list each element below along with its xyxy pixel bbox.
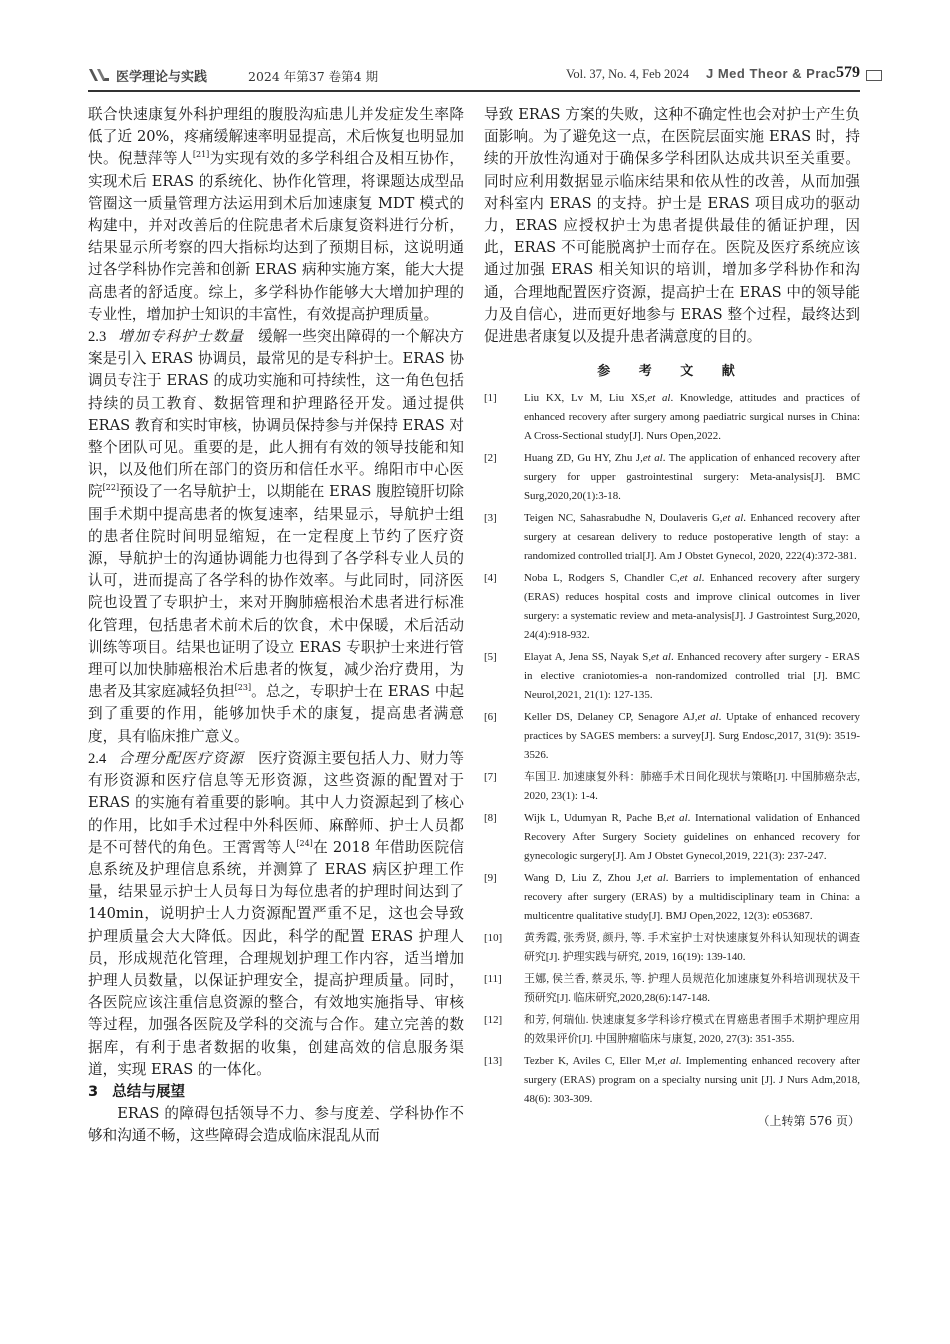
section-2-3: 2.3 增加专科护士数量 缓解一些突出障碍的一个解决方案是引入 ERAS 协调员，最常见的是专科护士。ERAS 协调员专注于 ERAS 的成功实施和可持续性，这一角色包括持续的员工教育、数据管理和护理路径开发。通过提供 ERAS 教育和实时审核，协调员保持参与并保持 ERAS 对整个团队可见。重要的是，此人拥有有效的领导技能和知识，以及他们所在部门的资历和信任水平。绵阳市中心医院[22]预设了一名导航护士，以期能在 ERAS 腹腔镜肝切除围手术期中提高患者的恢复速率，结果显示，导航护士组的患者住院时间明显缩短，在一定程度上节约了医疗资源，导航护士的沟通协调能力也得到了各学科专业人员的认可，进而提高了各学科的协作效率。与此同时，同济医院也设置了专职护士，来对开胸肺癌根治术患者进行标准化管理，包括患者术前术后的饮食，术中保暖，术后活动训练等项目。结果也证明了设立 ERAS 专职护士来进行管理可以加快肺癌根治术后患者的恢复，减少治疗费用，为患者及其家庭减轻负担[23]。总之，专职护士在 ERAS 中起到了重要的作用，能够加快手术的康复，提高患者满意度，具有临床推广意义。 bbox=[88, 328, 464, 745]
continued-note: （上转第 576 页） bbox=[757, 1114, 860, 1129]
reference-item: [1] Liu KX, Lv M, Liu XS,et al. Knowledge, attitudes and practices of enhanced recovery after surgery among paediatric surgical nurses in China: A Cross-Sectional study[J]. Nurs Open,2022. bbox=[484, 392, 861, 443]
reference-item: [12] 和芳, 何瑞仙. 快速康复多学科诊疗模式在胃癌患者围手术期护理应用的效果评价[J]. 中国肿瘤临床与康复, 2020, 27(3): 351-355. bbox=[484, 1014, 860, 1046]
reference-item: [7] 车国卫. 加速康复外科：肺癌手术日间化现状与策略[J]. 中国肺癌杂志, 2020, 23(1): 1-4. bbox=[484, 771, 860, 803]
paragraph-conclusion: 导致 ERAS 方案的失败，这种不确定性也会对护士产生负面影响。为了避免这一点，在医院层面实施 ERAS 时，持续的开放性沟通对于确保多学科团队达成共识至关重要。同时应利用数据显示临床结果和依从性的改善，从而加强对科室内 ERAS 的支持。护士是 ERAS 项目成功的驱动力，ERAS 应授权护士为患者提供最佳的循证护理，因此，ERAS 不可能脱离护士而存在。医院及医疗系统应该通过加强 ERAS 相关知识的培训，增加多学科协作和沟通，合理地配置医疗资源，提高护士在 ERAS 中的领导能力及自信心，进而更好地参与 ERAS 整个过程，最终达到促进患者康复以及提升患者满意度的目的。 bbox=[484, 106, 860, 346]
citation-22: [22] bbox=[102, 483, 120, 493]
section-number: 2.4 bbox=[88, 750, 107, 767]
citation-23: [23] bbox=[234, 683, 252, 693]
header-rule bbox=[88, 90, 860, 92]
section-3-paragraph: ERAS 的障碍包括领导不力、参与度差、学科协作不够和沟通不畅，这些障碍会造成临床混乱从而 bbox=[88, 1105, 464, 1145]
reference-item: [8] Wijk L, Udumyan R, Pache B,et al. International validation of Enhanced Recovery After Surgery Society guidelines on enhanced recovery for gynecologic surgery[J]. Am J Obstet Gynecol,2019, 221(3): 237-247. bbox=[484, 812, 860, 863]
reference-item: [13] Tezber K, Aviles C, Eller M,et al. Implementing enhanced recovery after surgery (ERAS) program on a specialty nursing unit [J]. J Nurs Adm,2018, 48(6): 303-309. bbox=[484, 1055, 860, 1106]
right-column bbox=[484, 104, 860, 1129]
page-number: 579 bbox=[836, 64, 860, 81]
references-heading: 参 考 文 献 bbox=[597, 364, 747, 380]
journal-abbreviation: J Med Theor & Prac bbox=[706, 66, 837, 81]
reference-item: [11] 王娜, 侯兰香, 蔡灵乐, 等. 护理人员规范化加速康复外科培训现状及干预研究[J]. 临床研究,2020,28(6):147-148. bbox=[484, 973, 860, 1005]
left-column bbox=[88, 104, 464, 1148]
reference-item: [6] Keller DS, Delaney CP, Senagore AJ,et al. Uptake of enhanced recovery practices by SAGES members: a survey[J]. Surg Endosc,2017, 31(9): 3519-3526. bbox=[484, 711, 861, 762]
reference-item: [5] Elayat A, Jena SS, Nayak S,et al. Enhanced recovery after surgery - ERAS in elective craniotomies-a non-randomized controlled trial [J]. BMC Neurol,2021, 21(1): 127-135. bbox=[484, 651, 860, 702]
journal-logo-icon bbox=[88, 67, 110, 83]
citation-21: [21] bbox=[192, 150, 210, 160]
section-title: 增加专科护士数量 bbox=[118, 328, 245, 346]
reference-item: [4] Noba L, Rodgers S, Chandler C,et al. Enhanced recovery after surgery (ERAS) reduces hospital costs and improve clinical outcomes in liver surgery: a systematic review and meta-analysis[J]. J Gastrointest Surg,2020, 24(4):918-932. bbox=[484, 572, 860, 642]
section-2-4: 2.4 合理分配医疗资源 医疗资源主要包括人力、财力等有形资源和医疗信息等无形资源，这些资源的配置对于 ERAS 的实施有着重要的影响。其中人力资源起到了核心的作用，比如手术过程中外科医师、麻醉师、护士人员都是不可替代的角色。王霄霄等人[24]在 2018 年借助医院信息系统及护理信息系统，并测算了 ERAS 病区护理工作量，结果显示护士人员每日为每位患者的护理时间达到了 140min，说明护士人力资源配置严重不足，这也会导致护理质量会大大降低。因此，科学的配置 ERAS 护理人员，形成规范化管理，合理规划护理工作内容，适当增加护理人员数量，以保证护理安全，提高护理质量。同时，各医院应该注重信息资源的整合，有效地实施指导、审核等过程，加强各医院及学科的交流与合作。建立完善的数据库，有利于患者数据的收集，创建高效的信息服务渠道，实现 ERAS 的一体化。 bbox=[88, 749, 464, 1078]
reference-item: [2] Huang ZD, Gu HY, Zhu J,et al. The application of enhanced recovery after surgery for upper gastrointestinal surgery: Meta-analysis[J]. BMC Surg,2020,20(1):3-18. bbox=[484, 452, 860, 503]
journal-volume-en: Vol. 37, No. 4, Feb 2024 bbox=[566, 67, 690, 81]
section-number: 2.3 bbox=[88, 329, 107, 346]
section-title: 合理分配医疗资源 bbox=[118, 749, 245, 767]
square-icon bbox=[866, 70, 882, 81]
section-3-heading: 3 总结与展望 bbox=[88, 1082, 186, 1100]
reference-item: [3] Teigen NC, Sahasrabudhe N, Doulaveris G,et al. Enhanced recovery after surgery at cesarean delivery to reduce postoperative length of stay: a randomized controlled trial[J]. Am J Obstet Gynecol, 2020, 222(4):372-381. bbox=[484, 512, 860, 563]
reference-list bbox=[484, 389, 860, 1109]
reference-item: [10] 黄秀霞, 张秀贤, 颜丹, 等. 手术室护士对快速康复外科认知现状的调查研究[J]. 护理实践与研究, 2019, 16(19): 139-140. bbox=[484, 932, 860, 964]
paragraph-continued: 联合快速康复外科护理组的腹股沟疝患儿并发症发生率降低了近 20%，疼痛缓解速率明显提高，术后恢复也明显加快。倪慧萍等人[21]为实现有效的多学科组合及相互协作，实现术后 ERAS 的系统化、协作化管理，将课题达成型品管圈这一质量管理方法运用到术后加速康复 MDT 模式的构建中，并对改善后的住院患者术后康复资料进行分析，结果显示所考察的四大指标均达到了预期目标，这说明通过各学科协作完善和创新 ERAS 病种实施方案，能大大提高患者的舒适度。综上，多学科协作能够大大增加护理的专业性，增加护士知识的丰富性，有效提高护理质量。 bbox=[88, 106, 464, 323]
reference-item: [9] Wang D, Liu Z, Zhou J,et al. Barriers to implementation of enhanced recovery after surgery (ERAS) by a multidisciplinary team in China: a multicentre qualitative study[J]. BMJ Open,2022, 12(3): e053687. bbox=[484, 872, 860, 923]
journal-name-cn: 医学理论与实践 bbox=[116, 70, 208, 85]
page-header bbox=[88, 64, 860, 92]
citation-24: [24] bbox=[296, 838, 313, 848]
journal-volume-cn: 2024 年第37 卷第4 期 bbox=[248, 69, 379, 84]
